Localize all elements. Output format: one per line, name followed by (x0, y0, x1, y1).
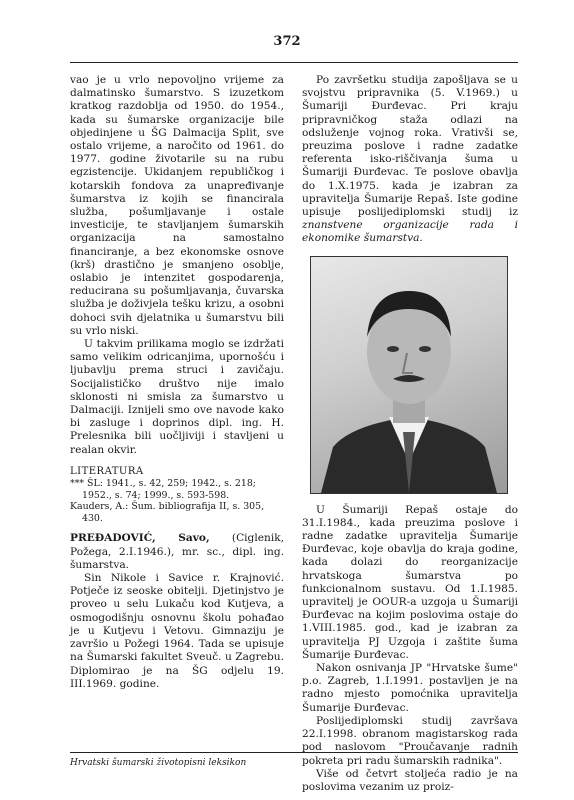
body-paragraph: U Šumariji Repaš ostaje do 31.I.1984., kada preuzima poslove i radne zadatke upravitelja Šumarije Đurđevac, koje obavlja do kraja godine, kada dolazi do reorganizacije hrvatskoga šumarstva po funkcionalnom sustavu. Od 1.I.1985. upravitelj je OOUR-a uzgoja u Šumariji Đurđevac na kojim poslovima ostaje do 1.VIII.1985. god., kad je izabran za upravitelja PJ Uzgoja i zaštite šuma Šumarije Đurđevac. (302, 503, 518, 661)
header-rule (70, 62, 518, 63)
page-number: 372 (273, 34, 301, 49)
entry-intro: (Ciglenik, Požega, 2.I.1946.), mr. sc., dipl. ing. šumarstva. (70, 532, 284, 571)
body-paragraph (302, 74, 518, 246)
biography-entry-header (70, 532, 284, 572)
references-heading: LITERATURA (70, 465, 144, 477)
italic-title: znanstvene organizacije rada i ekonomike šumarstva. (302, 219, 518, 245)
body-paragraph: Više od četvrt stoljeća radio je na poslovima vezanim uz proiz- (302, 767, 518, 793)
left-column (70, 74, 284, 691)
footer-rule (70, 752, 518, 753)
body-paragraph: Poslijediplomski studij završava 22.I.1998. obranom magistarskog rada pod naslovom "Proučavanje radnih pokreta pri radu šumarskih radnika". (302, 714, 518, 767)
footer-text: Hrvatski šumarski životopisni leksikon (70, 758, 247, 768)
paragraph-text: Po završetku studija zapošljava se u svojstvu pripravnika (5. V.1969.) u Šumariji Đurđevac. Pri kraju pripravničkog staža odlazi na odsluženje vojnog roka. Vrativši se, preuzima poslove i radne zadatke referenta isko-riščivanja šuma u Šumariji Đurđevac. Te poslove obavlja do 1.X.1975. kada je izabran za upravitelja Šumarije Repaš. Iste godine upisuje poslijediplomski studij iz (302, 74, 518, 219)
right-column (302, 74, 518, 794)
entry-name: PREĐADOVIĆ, Savo, (70, 532, 210, 545)
body-paragraph: U takvim prilikama moglo se izdržati samo velikim odricanjima, upornošću i ljubavlju prema struci i zavičaju. Socijalističko društvo nije imalo sklonosti ni smisla za šumarstvo u Dalmaciji. Iznijeli smo ove navode kako bi zasluge i doprinos dipl. ing. H. Prelesnika bili uočljiviji i stavljeni u realan okvir. (70, 338, 284, 456)
reference-item: *** ŠL: 1941., s. 42, 259; 1942., s. 218; 1952., s. 74; 1999., s. 593-598. (70, 478, 256, 501)
portrait-photo (310, 256, 508, 494)
body-paragraph: Sin Nikole i Savice r. Krajnović. Potječe iz seoske obitelji. Djetinjstvo je proveo u selu Lukaču kod Kutjeva, a osmogodišnju osnovnu školu pohađao je u Kutjevu i Vetovu. Gimnaziju je završio u Požegi 1964. Tada se upisuje na Šumarski fakultet Sveuč. u Zagrebu. Diplomirao je na ŠG odjelu 19. III.1969. godine. (70, 572, 284, 690)
body-paragraph: vao je u vrlo nepovoljno vrijeme za dalmatinsko šumarstvo. S izuzetkom kratkog razdoblja od 1950. do 1954., kada su šumarske organizacije bile objedinjene u ŠG Dalmacija Split, sve ostalo vrijeme, a naročito od 1961. do 1977. godine životarile su na rubu egzistencije. Ukidanjem republičkog i kotarskih fondova za unapređivanje šumarstva iz kojih se financirala služba, pošumljavanje i ostale investicije, te stavljanjem šumarskih organizacija na samostalno financiranje, a bez ekonomske osnove (krš) drastično je smanjeno osoblje, oslabio je intenzitet gospodarenja, reducirana su pošumljavanja, čuvarska služba je doživjela tešku krizu, a osobni dohoci svih djelatnika u šumarstvu bili su vrlo niski. (70, 74, 284, 337)
reference-item: Kauders, A.: Šum. bibliografija II, s. 305, 430. (70, 501, 265, 524)
references (70, 465, 284, 525)
body-paragraph: Nakon osnivanja JP "Hrvatske šume" p.o. Zagreb, 1.I.1991. postavljen je na radno mjesto pomoćnika upravitelja Šumarije Đurđevac. (302, 662, 518, 714)
